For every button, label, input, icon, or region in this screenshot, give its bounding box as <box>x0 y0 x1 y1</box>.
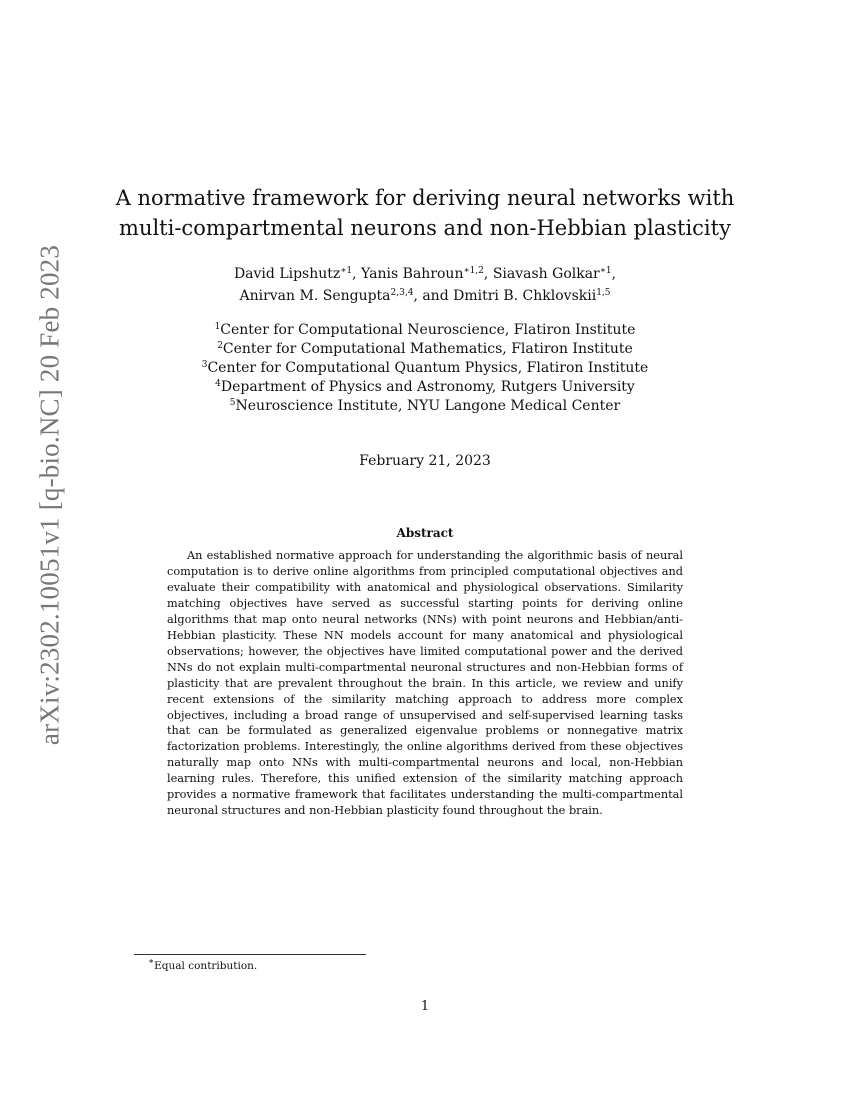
footnote-text: Equal contribution. <box>154 960 258 972</box>
abstract-heading: Abstract <box>396 526 454 540</box>
author: David Lipshutz$^{∗1}$, <box>233 266 362 282</box>
page-number: 1 <box>420 999 430 1014</box>
footnote-divider <box>134 954 366 955</box>
author: Siavash Golkar$^{∗1}$, <box>492 266 617 282</box>
author: Yanis Bahroun$^{∗1,2}$, <box>361 266 493 282</box>
author-list <box>120 263 730 307</box>
title-line-1: A normative framework for deriving neural networks with <box>115 186 735 210</box>
abstract-body: An established normative approach for understanding the algorithmic basis of neural computation is to derive online algorithms from principled computational objectives and evaluate their compatibility with anatomical and physiological observations. Similarity matching objectives have served as successful starting points for deriving online algorithms that map onto neural networks (NNs) with point neurons and Hebbian/anti-Hebbian plasticity. These NN models account for many anatomical and physiological observations; however, the objectives have limited computational power and the derived NNs do not explain multi-compartmental neuronal structures and non-Hebbian forms of plasticity that are prevalent throughout the brain. In this article, we review and unify recent extensions of the similarity matching approach to address more complex objectives, including a broad range of unsupervised and self-supervised learning tasks that can be formulated as generalized eigenvalue problems or nonnegative matrix factorization problems. Interestingly, the online algorithms derived from these objectives naturally map onto NNs with multi-compartmental neurons and local, non-Hebbian learning rules. Therefore, this unified extension of the similarity matching approach provides a normative framework that facilitates understanding the multi-compartmental neuronal structures and non-Hebbian plasticity found throughout the brain. <box>167 549 683 818</box>
publication-date: February 21, 2023 <box>359 453 491 469</box>
author: Dmitri B. Chklovskii$^{1,5}$ <box>453 288 611 304</box>
affiliation: $^5$Neuroscience Institute, NYU Langone Medical Center <box>229 398 621 414</box>
arxiv-identifier: arXiv:2302.10051v1 [q-bio.NC] 20 Feb 2023 <box>34 244 65 746</box>
affiliation: $^3$Center for Computational Quantum Physics, Flatiron Institute <box>201 360 649 376</box>
arxiv-watermark <box>30 244 70 746</box>
footnote-mark: ∗ <box>148 957 155 967</box>
footnote <box>148 959 257 974</box>
paper-title <box>100 183 750 243</box>
affiliation: $^1$Center for Computational Neuroscience, Flatiron Institute <box>214 322 636 338</box>
title-line-2: multi-compartmental neurons and non-Hebbian plasticity <box>119 216 731 240</box>
affiliation: $^2$Center for Computational Mathematics, Flatiron Institute <box>217 341 633 357</box>
affiliation-list <box>120 321 730 416</box>
affiliation: $^4$Department of Physics and Astronomy, Rutgers University <box>215 379 635 395</box>
author: Anirvan M. Sengupta$^{2,3,4}$, and <box>239 288 454 304</box>
